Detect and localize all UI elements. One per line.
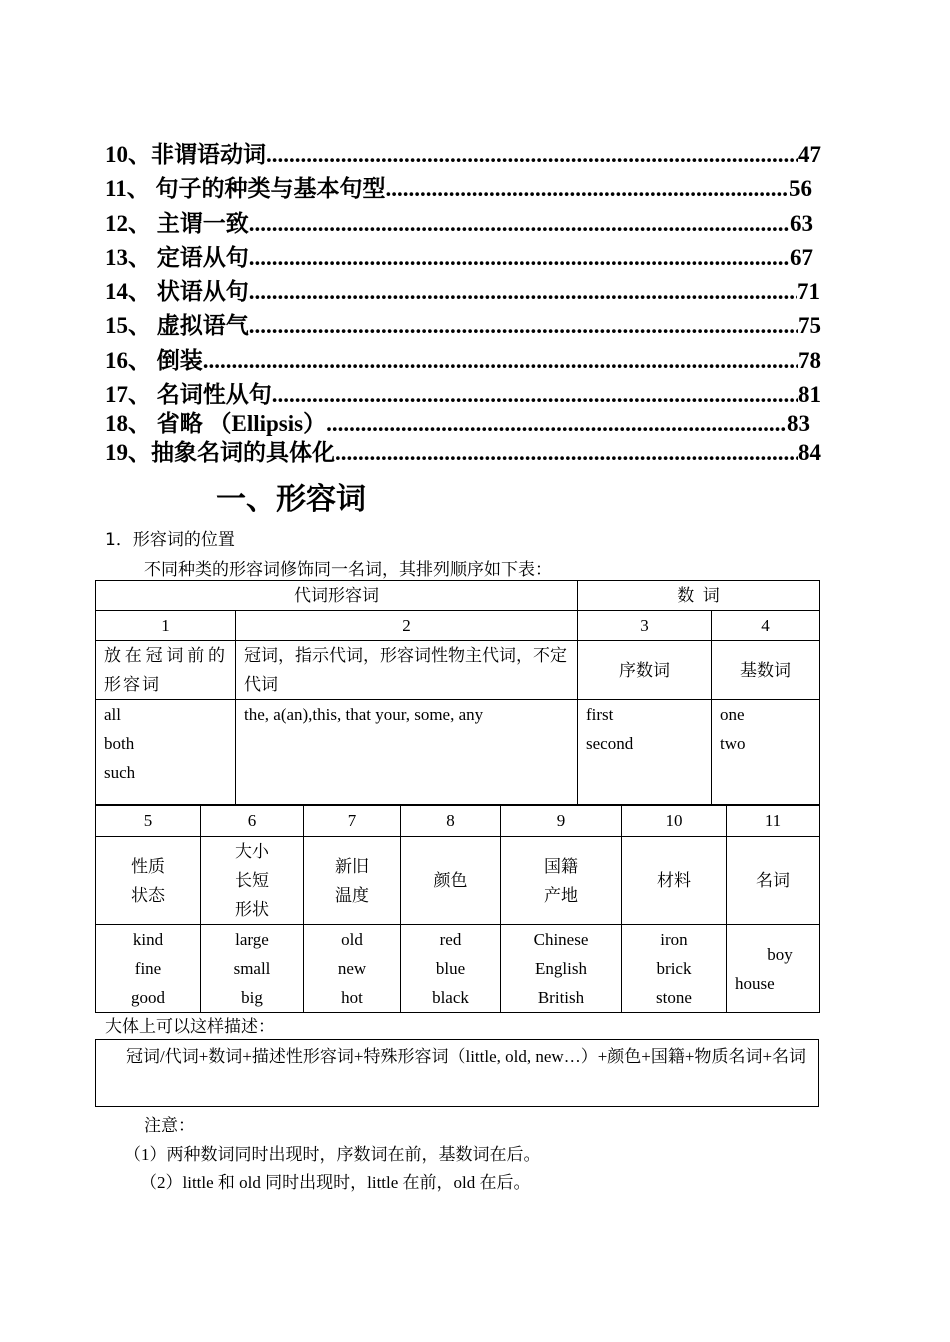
toc-leader-dots (249, 309, 798, 343)
order-number: 8 (401, 805, 501, 837)
example-word: house (735, 973, 775, 993)
note-item-2: （2）little 和 old 同时出现时，little 在前，old 在后。 (140, 1173, 531, 1192)
adjective-order-table-2 (95, 804, 820, 1013)
order-number: 10 (622, 805, 727, 837)
note-item-1: （1）两种数词同时出现时，序数词在前，基数词在后。 (124, 1145, 541, 1164)
toc-entry[interactable] (105, 241, 813, 275)
toc-entry[interactable] (105, 309, 821, 343)
category-word: 新旧 (335, 856, 369, 876)
example-word: all (104, 705, 121, 724)
example-word: large (235, 930, 269, 949)
example-word: red (439, 930, 462, 949)
toc-entry-page: 67 (790, 245, 813, 270)
toc-entry-page: 83 (787, 411, 810, 436)
toc-entry[interactable] (105, 344, 821, 378)
example-cell (712, 700, 820, 806)
category-cell (201, 837, 304, 925)
toc-entry-page: 47 (798, 142, 821, 167)
order-number: 11 (727, 805, 820, 837)
note-label: 注意： (144, 1116, 195, 1135)
example-word: second (586, 734, 634, 753)
order-formula-box: 冠词/代词+数词+描述性形容词+特殊形容词（little, old, new…）+颜色+国籍+物质名词+名词 (95, 1039, 819, 1107)
toc-entry-title: 16、 倒装 (105, 348, 203, 373)
example-word: fine (134, 959, 162, 978)
order-number: 1 (96, 611, 236, 641)
example-word: black (432, 988, 469, 1007)
toc-entry-title: 17、 名词性从句 (105, 382, 272, 407)
category-word: 温度 (335, 885, 369, 905)
toc-entry-page: 78 (798, 348, 821, 373)
example-cell (236, 700, 578, 806)
toc-entry[interactable] (105, 138, 821, 172)
example-word: stone (656, 988, 692, 1007)
toc-leader-dots (266, 138, 798, 172)
subsection-title: 1．形容词的位置 (105, 530, 235, 550)
category-cell: 放在冠词前的形容词 (96, 641, 236, 700)
section-heading: 一、形容词 (216, 482, 366, 517)
example-word: two (720, 734, 746, 753)
example-word: such (104, 763, 136, 782)
category-word: 材料 (657, 871, 691, 890)
category-cell (304, 837, 401, 925)
category-word: 产地 (544, 885, 578, 905)
order-number: 5 (96, 805, 201, 837)
example-word: iron (660, 930, 688, 949)
category-cell (96, 837, 201, 925)
category-word: 颜色 (433, 871, 468, 890)
category-word: 性质 (131, 856, 165, 876)
example-cell (304, 925, 401, 1013)
group-header-pronoun-adjectives: 代词形容词 (96, 581, 578, 611)
category-word: 大小 (235, 842, 269, 861)
example-cell (96, 700, 236, 806)
example-cell (622, 925, 727, 1013)
example-word: small (233, 959, 271, 978)
toc-entry-page: 63 (790, 211, 813, 236)
description-label: 大体上可以这样描述： (105, 1017, 275, 1036)
toc-leader-dots (249, 207, 790, 241)
category-cell (401, 837, 501, 925)
example-word: new (337, 959, 367, 978)
group-header-numerals: 数 词 (578, 581, 820, 611)
toc-entry-title: 14、 状语从句 (105, 279, 249, 304)
example-word: first (586, 705, 614, 724)
example-cell (578, 700, 712, 806)
example-cell (96, 925, 201, 1013)
category-cell (622, 837, 727, 925)
toc-leader-dots (203, 344, 798, 378)
order-number: 3 (578, 611, 712, 641)
toc-entry[interactable] (105, 207, 813, 241)
example-word: big (241, 988, 263, 1007)
category-word: 形状 (235, 900, 269, 919)
example-word: old (341, 930, 363, 949)
category-cell: 冠词，指示代词，形容词性物主代词，不定代词 (236, 641, 578, 700)
example-word: good (131, 988, 165, 1007)
adjective-order-table-1 (95, 580, 820, 806)
toc-leader-dots (249, 241, 790, 275)
category-word: 状态 (131, 885, 165, 905)
toc-entry[interactable] (105, 275, 820, 309)
example-cell (501, 925, 622, 1013)
example-cell (201, 925, 304, 1013)
category-cell: 基数词 (712, 641, 820, 700)
order-number: 2 (236, 611, 578, 641)
toc-entry-title: 15、 虚拟语气 (105, 313, 249, 338)
toc-entry-page: 84 (798, 440, 821, 465)
example-word: the, a(an),this, that your, some, any (244, 705, 484, 724)
example-word: brick (656, 959, 692, 978)
order-number: 6 (201, 805, 304, 837)
example-word: one (720, 705, 745, 724)
toc-entry-title: 13、 定语从句 (105, 245, 249, 270)
toc-leader-dots (385, 172, 789, 206)
category-cell (501, 837, 622, 925)
example-word: kind (132, 930, 164, 949)
toc-entry-title: 11、 句子的种类与基本句型 (105, 176, 386, 201)
toc-entry-page: 81 (798, 382, 821, 407)
category-word: 名词 (756, 871, 790, 890)
toc-leader-dots (335, 436, 798, 470)
category-cell: 序数词 (578, 641, 712, 700)
category-word: 长短 (235, 871, 269, 890)
toc-leader-dots (249, 275, 797, 309)
example-cell (401, 925, 501, 1013)
example-word: hot (341, 988, 363, 1007)
category-cell (727, 837, 820, 925)
toc-entry-page: 75 (798, 313, 821, 338)
example-word: both (104, 734, 135, 753)
order-number: 7 (304, 805, 401, 837)
category-word: 国籍 (544, 856, 578, 876)
toc-entry-title: 19、抽象名词的具体化 (105, 440, 335, 465)
example-word: blue (435, 959, 466, 978)
example-word: Chinese (533, 930, 589, 949)
example-cell (727, 925, 820, 1013)
toc-entry-page: 56 (789, 176, 812, 201)
toc-entry-title: 18、 省略 （Ellipsis） (105, 411, 327, 436)
order-number: 9 (501, 805, 622, 837)
example-word: boy (767, 944, 793, 964)
toc-entry-title: 10、非谓语动词 (105, 142, 266, 167)
order-number: 4 (712, 611, 820, 641)
example-word: British (537, 988, 585, 1007)
toc-entry[interactable] (105, 172, 812, 206)
toc-entry-title: 12、 主谓一致 (105, 211, 249, 236)
example-word: English (535, 959, 587, 978)
toc-entry[interactable] (105, 436, 821, 470)
intro-text: 不同种类的形容词修饰同一名词，其排列顺序如下表： (144, 560, 552, 579)
toc-entry-page: 71 (797, 279, 820, 304)
